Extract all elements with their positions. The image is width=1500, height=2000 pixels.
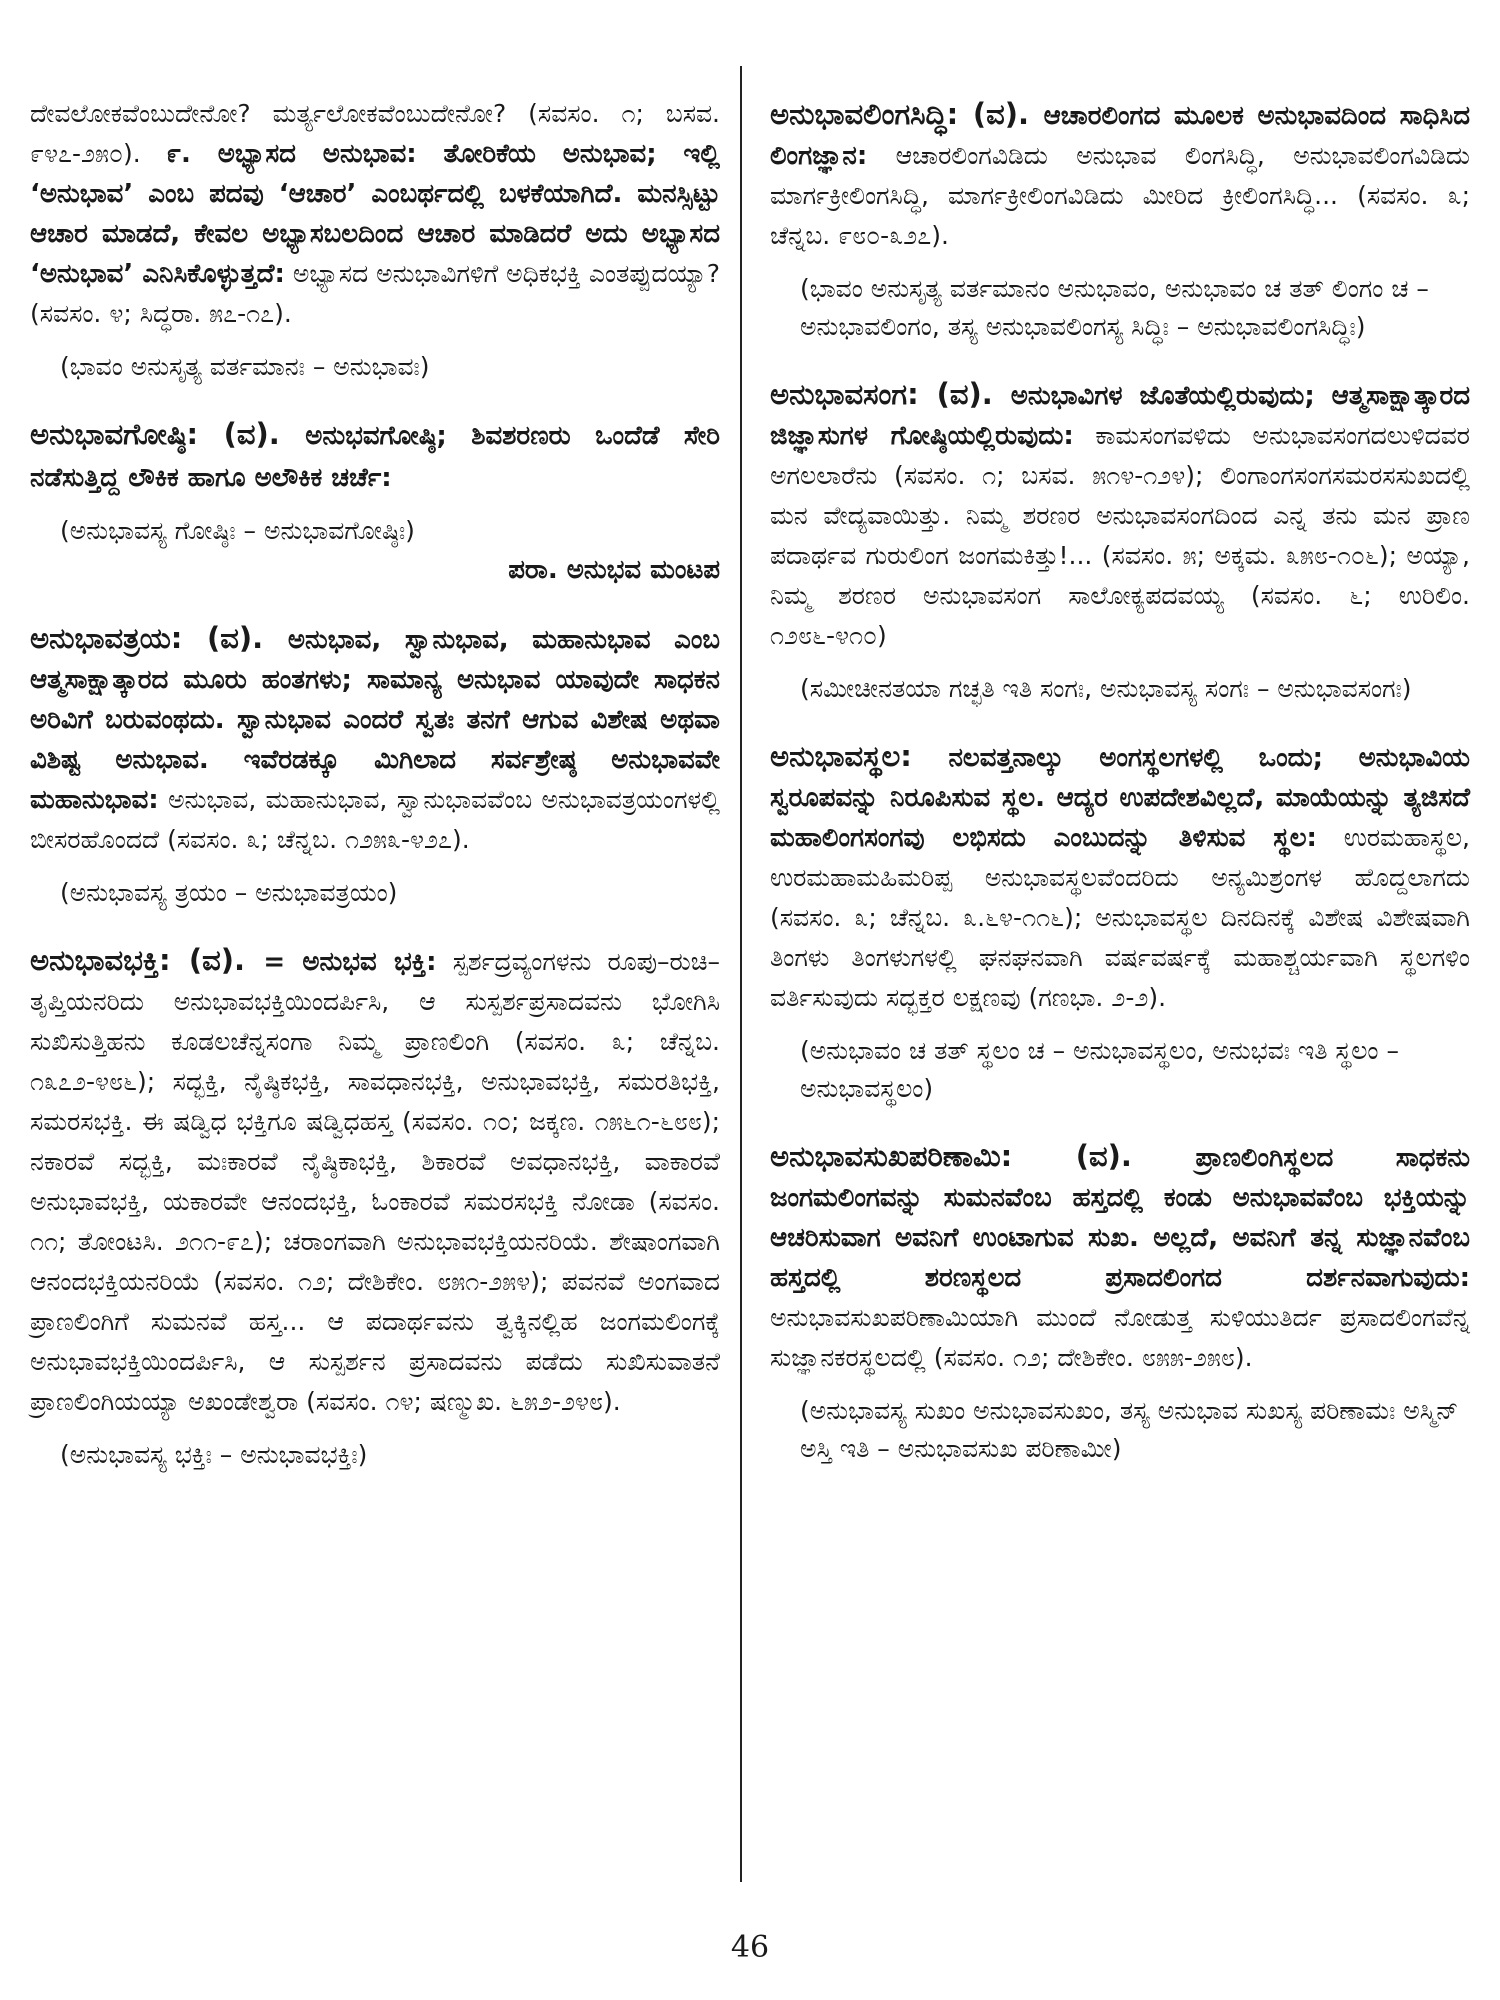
etymology: (ಅನುಭಾವಸ್ಯ ಸುಖಂ ಅನುಭಾವಸುಖಂ, ತಸ್ಯ ಅನುಭಾವ ಸುಖಸ್ಯ ಪರಿಣಾಮಃ ಅಸ್ಮಿನ್ ಅಸ್ತಿ ಇತಿ – ಅನುಭಾವಸುಖ ಪರಿಣಾಮೀ) <box>800 1396 1459 1463</box>
etymology: (ಸಮೀಚೀನತಯಾ ಗಚ್ಛತಿ ಇತಿ ಸಂಗಃ, ಅನುಭಾವಸ್ಯ ಸಂಗಃ – ಅನುಭಾವಸಂಗಃ) <box>800 674 1412 703</box>
definition: ಅನುಭಾವಿಗಳ ಜೊತೆಯಲ್ಲಿರುವುದು; ಆತ್ಮಸಾಕ್ಷಾತ್ಕಾರದ ಜಿಜ್ಞಾಸುಗಳ ಗೋಷ್ಠಿಯಲ್ಲಿರುವುದು: <box>770 381 1470 451</box>
definition: ಪ್ರಾಣಲಿಂಗಿಸ್ಥಲದ ಸಾಧಕನು ಜಂಗಮಲಿಂಗವನ್ನು ಸುಮನವೆಂಬ ಹಸ್ತದಲ್ಲಿ ಕಂಡು ಅನುಭಾವವೆಂಬ ಭಕ್ತಿಯನ್ನು ಆಚರಿಸುವಾಗ ಅವನಿಗೆ ಉಂಟಾಗುವ ಸುಖ. ಅಲ್ಲದೆ, ಅವನಿಗೆ ತನ್ನ ಸುಜ್ಞಾನವೆಂಬ ಹಸ್ತದಲ್ಲಿ ಶರಣಸ್ಥಲದ ಪ್ರಸಾದಲಿಂಗದ ದರ್ಶನವಾಗುವುದು: <box>770 1143 1470 1293</box>
continued-definition: ೯. ಅಭ್ಯಾಸದ ಅನುಭಾವ: ತೋರಿಕೆಯ ಅನುಭಾವ; ಇಲ್ಲಿ ‘ಅನುಭಾವ’ ಎಂಬ ಪದವು ‘ಆಚಾರ’ ಎಂಬರ್ಥದಲ್ಲಿ ಬಳಕೆಯಾಗಿದೆ. ಮನಸ್ಸಿಟ್ಟು ಆಚಾರ ಮಾಡದೆ, ಕೇವಲ ಅಭ್ಯಾಸಬಲದಿಂದ ಆಚಾರ ಮಾಡಿದರೆ ಅದು ಅಭ್ಯಾಸದ ‘ಅನುಭಾವ’ ಎನಿಸಿಕೊಳ್ಳುತ್ತದೆ: <box>30 139 720 289</box>
quotation: ಸ್ಪರ್ಶದ್ರವ್ಯಂಗಳನು ರೂಪು–ರುಚಿ–ತೃಪ್ತಿಯನರಿದು ಅನುಭಾವಭಕ್ತಿಯಿಂದರ್ಪಿಸಿ, ಆ ಸುಸ್ಪರ್ಶಪ್ರಸಾದವನು ಭೋಗಿಸಿ ಸುಖಿಸುತ್ತಿಹನು ಕೂಡಲಚೆನ್ನಸಂಗಾ ನಿಮ್ಮ ಪ್ರಾಣಲಿಂಗಿ (ಸವಸಂ. ೩; ಚೆನ್ನಬ. ೧೩೭೨-೪೮೬); ಸದ್ಭಕ್ತಿ, ನೈಷ್ಠಿಕಭಕ್ತಿ, ಸಾವಧಾನಭಕ್ತಿ, ಅನುಭಾವಭಕ್ತಿ, ಸಮರತಿಭಕ್ತಿ, ಸಮರಸಭಕ್ತಿ. ಈ ಷಡ್ವಿಧ ಭಕ್ತಿಗೂ ಷಡ್ವಿಧಹಸ್ತ (ಸವಸಂ. ೧೦; ಜಕ್ಕಣ. ೧೫೬೧-೬೮೮); ನಕಾರವೆ ಸದ್ಭಕ್ತಿ, ಮಃಕಾರವೆ ನೈಷ್ಠಿಕಾಭಕ್ತಿ, ಶಿಕಾರವೆ ಅವಧಾನಭಕ್ತಿ, ವಾಕಾರವೆ ಅನುಭಾವಭಕ್ತಿ, ಯಕಾರವೇ ಆನಂದಭಕ್ತಿ, ಓಂಕಾರವೆ ಸಮರಸಭಕ್ತಿ ನೋಡಾ (ಸವಸಂ. ೧೧; ತೋಂಟಸಿ. ೨೧೧-೯೭); ಚರಾಂಗವಾಗಿ ಅನುಭಾವಭಕ್ತಿಯನರಿಯೆ. ಶೇಷಾಂಗವಾಗಿ ಆನಂದಭಕ್ತಿಯನರಿಯೆ (ಸವಸಂ. ೧೨; ದೇಶಿಕೇಂ. ೮೫೧-೨೫೪); ಪವನವೆ ಅಂಗವಾದ ಪ್ರಾಣಲಿಂಗಿಗೆ ಸುಮನವೆ ಹಸ್ತ... ಆ ಪದಾರ್ಥವನು ತ್ವಕ್ಕಿನಲ್ಲಿಹ ಜಂಗಮಲಿಂಗಕ್ಕೆ ಅನುಭಾವಭಕ್ತಿಯಿಂದರ್ಪಿಸಿ, ಆ ಸುಸ್ಪರ್ಶನ ಪ್ರಸಾದವನು ಪಡೆದು ಸುಖಿಸುವಾತನೆ ಪ್ರಾಣಲಿಂಗಿಯಯ್ಯಾ ಅಖಂಡೇಶ್ವರಾ (ಸವಸಂ. ೧೪; ಷಣ್ಮುಖ. ೬೫೨-೨೪೮). <box>30 947 720 1416</box>
entry-paragraph <box>770 736 1470 1018</box>
etymology: (ಅನುಭಾವಂ ಚ ತತ್ ಸ್ಥಲಂ ಚ – ಅನುಭಾವಸ್ಥಲಂ, ಅನುಭವಃ ಇತಿ ಸ್ಥಲಂ – ಅನುಭಾವಸ್ಥಲಂ) <box>800 1036 1399 1103</box>
entry-anubhavabhakti <box>30 940 720 1474</box>
continued-text: ದೇವಲೋಕವೆಂಬುದೇನೋ? ಮರ್ತ್ಯಲೋಕವೆಂಬುದೇನೋ? (ಸವಸಂ. ೧; ಬಸವ. ೯೪೭-೨೫೦). <box>30 99 720 168</box>
entry-paragraph <box>30 940 720 1422</box>
etymology: (ಅನುಭಾವಸ್ಯ ಗೋಷ್ಠಿಃ – ಅನುಭಾವಗೋಷ್ಠಿಃ) <box>60 516 415 545</box>
quotation: ಅನುಭಾವ, ಮಹಾನುಭಾವ, ಸ್ವಾನುಭಾವವೆಂಬ ಅನುಭಾವತ್ರಯಂಗಳಲ್ಲಿ ಬೀಸರಹೊಂದದೆ (ಸವಸಂ. ೩; ಚೆನ್ನಬ. ೧೨೫೩-೪೨೭). <box>30 785 720 854</box>
entry-anubhavasthala <box>770 736 1470 1108</box>
etymology: (ಅನುಭಾವಸ್ಯ ತ್ರಯಂ – ಅನುಭಾವತ್ರಯಂ) <box>60 878 398 907</box>
quotation: ಅನುಭಾವಸುಖಪರಿಣಾಮಿಯಾಗಿ ಮುಂದೆ ನೋಡುತ್ತ ಸುಳಿಯುತಿರ್ದ ಪ್ರಸಾದಲಿಂಗವೆನ್ನ ಸುಜ್ಞಾನಕರಸ್ಥಲದಲ್ಲಿ (ಸವಸಂ. ೧೨; ದೇಶಿಕೇಂ. ೮೫೫-೨೫೮). <box>770 1303 1470 1372</box>
headword: ಅನುಭಾವಗೋಷ್ಠಿ <box>30 417 187 451</box>
continued-entry <box>30 94 720 386</box>
part-of-speech: : (ವ). <box>907 377 1011 411</box>
entry-paragraph <box>770 374 1470 656</box>
definition: ನಲವತ್ತನಾಲ್ಕು ಅಂಗಸ್ಥಲಗಳಲ್ಲಿ ಒಂದು; ಅನುಭಾವಿಯ ಸ್ವರೂಪವನ್ನು ನಿರೂಪಿಸುವ ಸ್ಥಲ. ಆದ್ಯರ ಉಪದೇಶವಿಲ್ಲದೆ, ಮಾಯೆಯನ್ನು ತ್ಯಜಿಸದೆ ಮಹಾಲಿಂಗಸಂಗವು ಲಭಿಸದು ಎಂಬುದನ್ನು ತಿಳಿಸುವ ಸ್ಥಲ: <box>770 743 1471 853</box>
part-of-speech: : <box>900 739 949 773</box>
etymology: (ಅನುಭಾವಸ್ಯ ಭಕ್ತಿಃ – ಅನುಭಾವಭಕ್ತಿಃ) <box>60 1440 368 1469</box>
entry-paragraph <box>30 414 720 498</box>
continued-quote: ಅಭ್ಯಾಸದ ಅನುಭಾವಿಗಳಿಗೆ ಅಧಿಕಭಕ್ತಿ ಎಂತಪ್ಪುದಯ್ಯಾ? (ಸವಸಂ. ೪; ಸಿದ್ಧರಾ. ೫೭-೧೭). <box>30 259 720 328</box>
continued-paragraph <box>30 94 720 334</box>
headword: ಅನುಭಾವಸುಖಪರಿಣಾಮಿ <box>770 1139 1001 1173</box>
column-divider <box>740 66 742 1882</box>
etymology: (ಭಾವಂ ಅನುಸೃತ್ಯ ವರ್ತಮಾನಂ ಅನುಭಾವಂ, ಅನುಭಾವಂ ಚ ತತ್ ಲಿಂಗಂ ಚ – ಅನುಭಾವಲಿಂಗಂ, ತಸ್ಯ ಅನುಭಾವಲಿಂಗಸ್ಯ ಸಿದ್ಧಿಃ – ಅನುಭಾವಲಿಂಗಸಿದ್ಧಿಃ) <box>800 274 1429 341</box>
entry-anubhavagoshthi <box>30 414 720 590</box>
definition: ಆಚಾರಲಿಂಗದ ಮೂಲಕ ಅನುಭಾವದಿಂದ ಸಾಧಿಸಿದ ಲಿಂಗಜ್ಞಾನ: <box>770 101 1470 171</box>
part-of-speech: : (ವ). <box>946 97 1044 131</box>
etymology: (ಭಾವಂ ಅನುಸೃತ್ಯ ವರ್ತಮಾನಃ – ಅನುಭಾವಃ) <box>60 352 430 381</box>
headword: ಅನುಭಾವಸಂಗ <box>770 377 908 411</box>
definition: ಅನುಭಾವ, ಸ್ವಾನುಭಾವ, ಮಹಾನುಭಾವ ಎಂಬ ಆತ್ಮಸಾಕ್ಷಾತ್ಕಾರದ ಮೂರು ಹಂತಗಳು; ಸಾಮಾನ್ಯ ಅನುಭಾವ ಯಾವುದೇ ಸಾಧಕನ ಅರಿವಿಗೆ ಬರುವಂಥದು. ಸ್ವಾನುಭಾವ ಎಂದರೆ ಸ್ವತಃ ತನಗೆ ಆಗುವ ವಿಶೇಷ ಅಥವಾ ವಿಶಿಷ್ಟ ಅನುಭಾವ. ಇವೆರಡಕ್ಕೂ ಮಿಗಿಲಾದ ಸರ್ವಶ್ರೇಷ್ಠ ಅನುಭಾವವೇ ಮಹಾನುಭಾವ: <box>30 625 720 815</box>
quotation: ಆಚಾರಲಿಂಗವಿಡಿದು ಅನುಭಾವ ಲಿಂಗಸಿದ್ಧಿ, ಅನುಭಾವಲಿಂಗವಿಡಿದು ಮಾರ್ಗಕ್ರೀಲಿಂಗಸಿದ್ಧಿ, ಮಾರ್ಗಕ್ರೀಲಿಂಗವಿಡಿದು ಮೀರಿದ ಕ್ರೀಲಿಂಗಸಿದ್ಧಿ... (ಸವಸಂ. ೩; ಚೆನ್ನಬ. ೯೮೦-೩೨೭). <box>770 141 1470 250</box>
part-of-speech: : (ವ). <box>1000 1139 1196 1173</box>
left-column <box>30 94 720 1502</box>
headword: ಅನುಭಾವತ್ರಯ <box>30 621 171 655</box>
entry-paragraph <box>770 94 1470 256</box>
headword: ಅನುಭಾವಸ್ಥಲ <box>770 739 901 773</box>
entry-anubhavatraya <box>30 618 720 912</box>
part-of-speech: : (ವ). <box>170 621 288 655</box>
part-of-speech: : (ವ). <box>186 417 306 451</box>
right-column <box>770 94 1470 1496</box>
entry-anubhavasukhaparinami <box>770 1136 1470 1468</box>
quotation: ಉರಮಹಾಸ್ಥಲ, ಉರಮಹಾಮಹಿಮರಿಪ್ಪ ಅನುಭಾವಸ್ಥಲವೆಂದರಿದು ಅನ್ಯಮಿಶ್ರಂಗಳ ಹೊದ್ದಲಾಗದು (ಸವಸಂ. ೩; ಚೆನ್ನಬ. ೩.೬೪-೧೧೬); ಅನುಭಾವಸ್ಥಲ ದಿನದಿನಕ್ಕೆ ವಿಶೇಷ ವಿಶೇಷವಾಗಿ ತಿಂಗಳು ತಿಂಗಳುಗಳಲ್ಲಿ ಘನಘನವಾಗಿ ವರ್ಷವರ್ಷಕ್ಕೆ ಮಹಾಶ್ಚರ್ಯವಾಗಿ ಸ್ಥಲಗಳಿಂ ವರ್ತಿಸುವುದು ಸದ್ಭಕ್ತರ ಲಕ್ಷಣವು (ಗಣಭಾ. ೨-೨). <box>770 823 1470 1012</box>
headword: ಅನುಭಾವಲಿಂಗಸಿದ್ಧಿ <box>770 97 947 131</box>
entry-paragraph <box>770 1136 1470 1378</box>
definition: ಅನುಭವಗೋಷ್ಠಿ; ಶಿವಶರಣರು ಒಂದೆಡೆ ಸೇರಿ ನಡೆಸುತ್ತಿದ್ದ ಲೌಕಿಕ ಹಾಗೂ ಅಲೌಕಿಕ ಚರ್ಚೆ: <box>30 421 720 493</box>
entry-anubhavasanga <box>770 374 1470 708</box>
headword: ಅನುಭಾವಭಕ್ತಿ <box>30 943 159 977</box>
part-of-speech: : (ವ). <box>158 943 264 977</box>
quotation: ಕಾಮಸಂಗವಳಿದು ಅನುಭಾವಸಂಗದಲುಳಿದವರ ಅಗಲಲಾರೆನು (ಸವಸಂ. ೧; ಬಸವ. ೫೧೪-೧೨೪); ಲಿಂಗಾಂಗಸಂಗಸಮರಸಸುಖದಲ್ಲಿ ಮನ ವೇದ್ಯವಾಯಿತ್ತು. ನಿಮ್ಮ ಶರಣರ ಅನುಭಾವಸಂಗದಿಂದ ಎನ್ನ ತನು ಮನ ಪ್ರಾಣ ಪದಾರ್ಥವ ಗುರುಲಿಂಗ ಜಂಗಮಕಿತ್ತು!... (ಸವಸಂ. ೫; ಅಕ್ಕಮ. ೩೫೮-೧೦೬); ಅಯ್ಯಾ, ನಿಮ್ಮ ಶರಣರ ಅನುಭಾವಸಂಗ ಸಾಲೋಕ್ಯಪದವಯ್ಯ (ಸವಸಂ. ೬; ಉರಿಲಿಂ. ೧೨೮೬-೪೧೦) <box>770 421 1470 650</box>
definition: = ಅನುಭವ ಭಕ್ತಿ: <box>263 947 437 977</box>
entry-paragraph <box>30 618 720 860</box>
entry-anubhavalingasiddhi <box>770 94 1470 346</box>
cross-reference: ಪರಾ. ಅನುಭವ ಮಂಟಪ <box>508 555 720 585</box>
page-number: 46 <box>730 1930 770 1965</box>
